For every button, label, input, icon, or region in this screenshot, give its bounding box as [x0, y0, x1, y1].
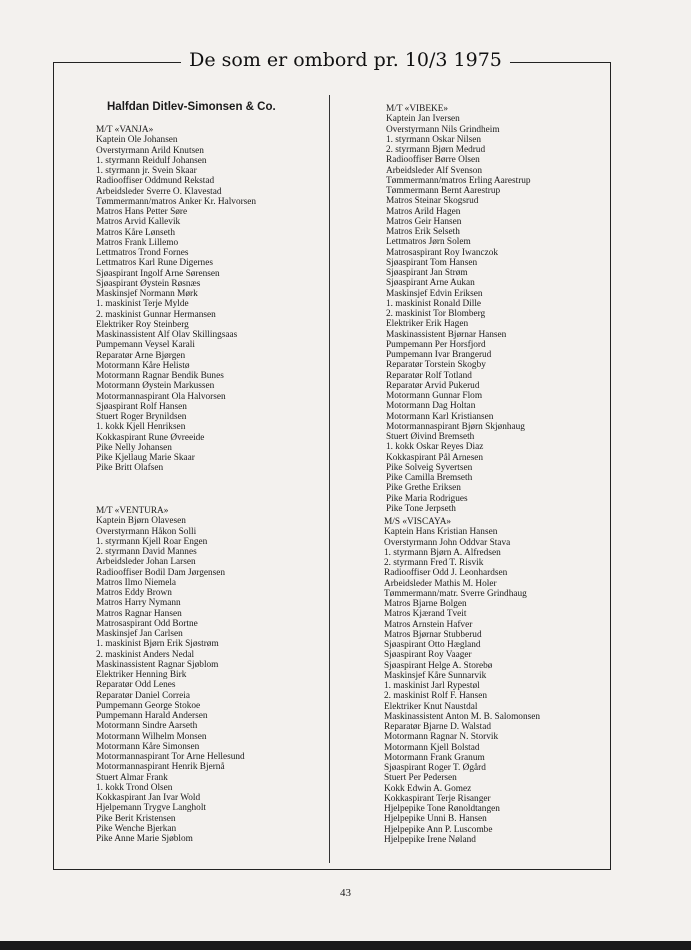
- crew-member: 1. styrmann Bjørn A. Alfredsen: [384, 547, 501, 558]
- crew-member: Sjøaspirant Helge A. Storebø: [384, 660, 493, 671]
- crew-member: Pike Camilla Bremseth: [386, 473, 473, 483]
- crew-member: Elektriker Roy Steinberg: [96, 319, 189, 330]
- crew-member: Sjøaspirant Ingolf Arne Sørensen: [96, 268, 220, 279]
- crew-member: Maskinsjef Kåre Sunnarvik: [384, 670, 487, 681]
- crew-member: Reparatør Daniel Correia: [96, 690, 190, 701]
- page-title: De som er ombord pr. 10/3 1975: [0, 48, 691, 72]
- crew-member: Motormann Dag Holtan: [386, 401, 476, 412]
- crew-member: Arbeidsleder Alf Svenson: [386, 165, 483, 176]
- crew-member: Maskinassistent Alf Olav Skillingsaas: [96, 330, 238, 340]
- crew-member: Maskinsjef Jan Carlsen: [96, 629, 183, 639]
- ship-list-ventura: [96, 506, 245, 844]
- crew-member: 1. styrmann Reidulf Johansen: [96, 155, 207, 166]
- crew-member: Overstyrmann Arild Knutsen: [96, 145, 204, 156]
- crew-member: Arbeidsleder Sverre O. Klavestad: [96, 186, 222, 197]
- crew-member: Pike Wenche Bjerkan: [96, 823, 177, 834]
- crew-member: Kaptein Ole Johansen: [96, 135, 178, 146]
- ship-name: M/T «VENTURA»: [96, 506, 169, 516]
- crew-member: Pumpemann Per Horsfjord: [386, 339, 486, 350]
- crew-member: Elektriker Henning Birk: [96, 670, 187, 680]
- crew-member: Stuert Øivind Bremseth: [386, 432, 475, 442]
- crew-member: 1. styrmann Kjell Roar Engen: [96, 536, 208, 547]
- crew-member: Motormann Kjell Bolstad: [384, 742, 480, 753]
- crew-member: 1. kokk Kjell Henriksen: [96, 422, 186, 433]
- crew-member: Radiooffiser Oddmund Rekstad: [96, 176, 215, 187]
- crew-member: Reparatør Arvid Pukerud: [386, 380, 480, 391]
- crew-member: Matros Kjærand Tveit: [384, 609, 467, 620]
- crew-member: Pumpemann Harald Andersen: [96, 711, 208, 721]
- crew-member: Matros Arild Hagen: [386, 206, 461, 217]
- crew-member: Overstyrmann Nils Grindheim: [386, 124, 500, 135]
- crew-member: Stuert Almar Frank: [96, 772, 168, 783]
- crew-member: Motormannaspirant Henrik Bjernå: [96, 762, 225, 773]
- crew-member: Matros Bjørnar Stubberud: [384, 629, 482, 640]
- ship-name: M/T «VIBEKE»: [386, 104, 449, 114]
- crew-member: Sjøaspirant Roy Vaager: [384, 650, 472, 661]
- crew-member: Matrosaspirant Roy Iwanczok: [386, 247, 499, 258]
- crew-member: Lettmatros Jørn Solem: [386, 237, 471, 248]
- crew-member: Sjøaspirant Arne Aukan: [386, 278, 475, 289]
- crew-member: Matros Frank Lillemo: [96, 237, 179, 248]
- crew-member: Elektriker Knut Naustdal: [384, 701, 478, 712]
- crew-member: Motormann Frank Granum: [384, 752, 485, 763]
- crew-member: Lettmatros Karl Rune Digernes: [96, 258, 213, 269]
- crew-member: Matros Arnstein Hafver: [384, 619, 473, 630]
- crew-member: Motormannaspirant Ola Halvorsen: [96, 391, 226, 402]
- crew-member: Reparatør Rolf Totland: [386, 370, 472, 381]
- crew-member: Maskinassistent Bjørnar Hansen: [386, 329, 507, 340]
- crew-member: Pike Kjellaug Marie Skaar: [96, 453, 195, 463]
- crew-member: Tømmermann Bernt Aarestrup: [386, 186, 501, 196]
- crew-member: Sjøaspirant Jan Strøm: [386, 268, 468, 278]
- crew-member: Overstyrmann Håkon Solli: [96, 526, 197, 537]
- crew-member: Sjøaspirant Otto Hægland: [384, 640, 481, 650]
- crew-member: Motormann Kåre Helistø: [96, 360, 190, 371]
- crew-member: Kokk Edwin A. Gomez: [384, 783, 472, 794]
- crew-member: Hjelpepike Ann P. Luscombe: [384, 824, 493, 835]
- crew-member: Matros Geir Hansen: [386, 216, 462, 227]
- crew-member: 1. kokk Trond Olsen: [96, 782, 173, 793]
- crew-member: 1. maskinist Terje Mylde: [96, 299, 189, 310]
- crew-member: Maskinsjef Edvin Eriksen: [386, 288, 483, 299]
- crew-member: 2. maskinist Anders Nedal: [96, 649, 195, 660]
- crew-member: Reparatør Bjarne D. Walstad: [384, 722, 491, 732]
- crew-member: Motormann Øystein Markussen: [96, 381, 215, 392]
- crew-member: Maskinassistent Ragnar Sjøblom: [96, 659, 219, 670]
- crew-member: Matros Kåre Lønseth: [96, 227, 176, 238]
- ship-list-viscaya: [384, 517, 540, 845]
- crew-member: Kaptein Hans Kristian Hansen: [384, 527, 498, 538]
- crew-member: Matrosaspirant Odd Bortne: [96, 618, 198, 629]
- crew-member: Tømmermann/matr. Sverre Grindhaug: [384, 588, 527, 599]
- crew-member: Pumpemann George Stokoe: [96, 700, 201, 711]
- page-number: 43: [340, 887, 351, 899]
- crew-member: Hjelpepike Unni B. Hansen: [384, 814, 487, 825]
- crew-member: 1. maskinist Ronald Dille: [386, 298, 482, 309]
- crew-member: Pumpemann Veysel Karali: [96, 340, 195, 351]
- crew-member: Tømmermann/matros Anker Kr. Halvorsen: [96, 196, 257, 207]
- crew-member: 1. kokk Oskar Reyes Diaz: [386, 442, 484, 453]
- crew-member: Motormann Ragnar Bendik Bunes: [96, 371, 224, 381]
- crew-member: Reparatør Arne Bjørgen: [96, 350, 186, 361]
- crew-member: Kokkaspirant Pål Arnesen: [386, 452, 484, 463]
- crew-member: Pike Berit Kristensen: [96, 813, 176, 824]
- crew-member: Pike Anne Marie Sjøblom: [96, 834, 193, 844]
- crew-member: 2. maskinist Rolf F. Hansen: [384, 691, 488, 702]
- crew-member: Sjøaspirant Tom Hansen: [386, 257, 478, 268]
- crew-member: 1. styrmann jr. Svein Skaar: [96, 166, 197, 176]
- crew-member: Hjelpepike Irene Nøland: [384, 834, 476, 845]
- crew-member: Kaptein Bjørn Olavesen: [96, 516, 186, 527]
- crew-member: Sjøaspirant Roger T. Øgård: [384, 763, 486, 773]
- crew-member: Sjøaspirant Rolf Hansen: [96, 401, 187, 412]
- crew-member: Hjelpepike Tone Rønoldtangen: [384, 804, 500, 814]
- crew-member: Hjelpemann Trygve Langholt: [96, 803, 207, 814]
- column-divider: [329, 95, 330, 863]
- crew-member: Reparatør Torstein Skogby: [386, 360, 486, 371]
- ship-name: M/T «VANJA»: [96, 125, 154, 135]
- crew-member: Kokkaspirant Jan Ivar Wold: [96, 793, 201, 803]
- crew-member: Matros Steinar Skogsrud: [386, 196, 479, 207]
- crew-member: 2. maskinist Tor Blomberg: [386, 309, 486, 319]
- crew-member: Stuert Roger Brynildsen: [96, 412, 187, 422]
- crew-member: 2. maskinist Gunnar Hermansen: [96, 309, 216, 320]
- crew-member: 2. styrmann Bjørn Medrud: [386, 145, 486, 155]
- crew-member: Motormann Gunnar Flom: [386, 391, 483, 401]
- crew-member: Overstyrmann John Oddvar Stava: [384, 537, 511, 548]
- crew-member: Elektriker Erik Hagen: [386, 319, 469, 330]
- crew-member: Motormannaspirant Bjørn Skjønhaug: [386, 421, 525, 432]
- ship-list-vibeke: [386, 104, 531, 514]
- crew-member: Maskinsjef Normann Mørk: [96, 289, 198, 299]
- crew-member: Pike Maria Rodrigues: [386, 493, 468, 504]
- crew-member: Matros Eddy Brown: [96, 588, 172, 598]
- crew-member: Pike Solveig Syvertsen: [386, 462, 473, 473]
- crew-member: Matros Ilmo Niemela: [96, 577, 177, 588]
- crew-member: Maskinassistent Anton M. B. Salomonsen: [384, 711, 540, 722]
- crew-member: Pike Grethe Eriksen: [386, 483, 461, 494]
- crew-member: Radiooffiser Børre Olsen: [386, 155, 480, 166]
- crew-member: Pike Nelly Johansen: [96, 442, 172, 453]
- crew-member: Radiooffiser Odd J. Leonhardsen: [384, 568, 508, 579]
- crew-member: Motormann Kåre Simonsen: [96, 741, 200, 752]
- crew-member: Kokkaspirant Terje Risanger: [384, 793, 491, 804]
- crew-member: Arbeidsleder Mathis M. Holer: [384, 578, 497, 589]
- ship-name: M/S «VISCAYA»: [384, 517, 452, 527]
- crew-member: 1. maskinist Bjørn Erik Sjøstrøm: [96, 639, 219, 650]
- crew-member: Lettmatros Trond Fornes: [96, 248, 189, 258]
- crew-member: Kokkaspirant Rune Øvreeide: [96, 432, 205, 443]
- crew-member: 2. styrmann David Mannes: [96, 547, 197, 557]
- crew-member: Radiooffiser Bodil Dam Jørgensen: [96, 567, 226, 578]
- crew-member: Motormannaspirant Tor Arne Hellesund: [96, 752, 245, 762]
- crew-member: Reparatør Odd Lenes: [96, 680, 176, 691]
- crew-member: Matros Ragnar Hansen: [96, 608, 182, 619]
- crew-member: 1. maskinist Jarl Rypestøl: [384, 681, 480, 691]
- company-name: Halfdan Ditlev-Simonsen & Co.: [107, 101, 276, 113]
- crew-member: Matros Hans Petter Søre: [96, 207, 188, 217]
- crew-member: Arbeidsleder Johan Larsen: [96, 557, 196, 568]
- ship-list-vanja: [96, 125, 256, 474]
- crew-member: Motormann Karl Kristiansen: [386, 411, 494, 422]
- crew-member: Matros Bjarne Bolgen: [384, 599, 467, 609]
- crew-member: Pike Tone Jerpseth: [386, 503, 456, 514]
- crew-member: Sjøaspirant Øystein Røsnæs: [96, 278, 201, 289]
- crew-member: Stuert Per Pedersen: [384, 773, 457, 784]
- crew-member: Matros Harry Nymann: [96, 598, 181, 609]
- crew-member: Matros Erik Selseth: [386, 227, 460, 237]
- crew-member: Matros Arvid Kallevik: [96, 217, 181, 228]
- crew-member: 1. styrmann Oskar Nilsen: [386, 134, 482, 145]
- scan-edge: [0, 941, 691, 950]
- crew-member: Kaptein Jan Iversen: [386, 114, 460, 125]
- crew-member: Tømmermann/matros Erling Aarestrup: [386, 175, 531, 186]
- crew-member: 2. styrmann Fred T. Risvik: [384, 558, 484, 568]
- crew-member: Pumpemann Ivar Brangerud: [386, 350, 492, 360]
- crew-member: Motormann Ragnar N. Storvik: [384, 732, 499, 743]
- crew-member: Motormann Sindre Aarseth: [96, 721, 198, 732]
- crew-member: Motormann Wilhelm Monsen: [96, 731, 207, 742]
- crew-member: Pike Britt Olafsen: [96, 463, 164, 474]
